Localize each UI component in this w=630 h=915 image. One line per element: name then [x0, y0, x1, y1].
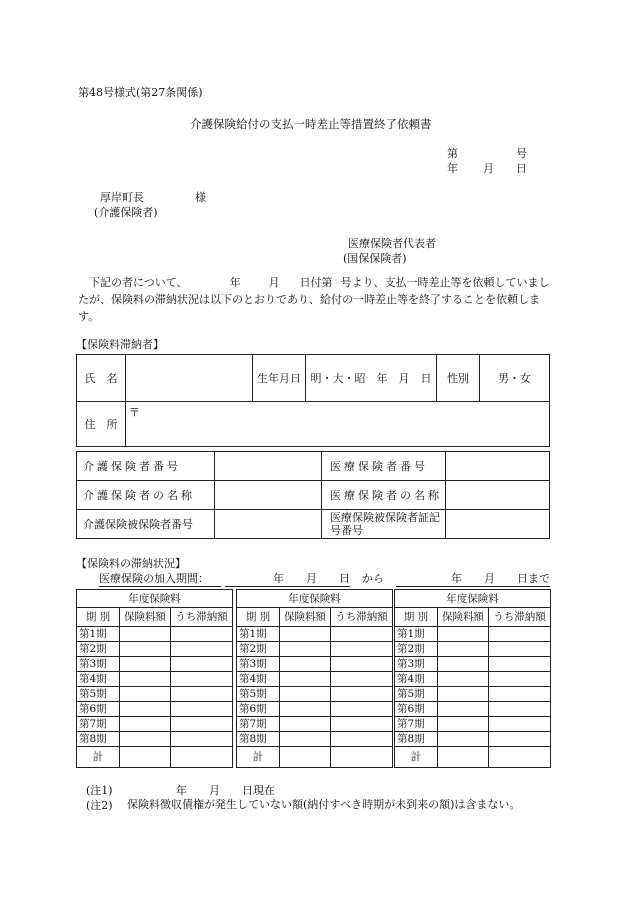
- premium-cell[interactable]: [120, 657, 171, 672]
- premium-cell[interactable]: [280, 732, 331, 747]
- insurer-table: [76, 451, 550, 539]
- addressee-name: 厚岸町長: [100, 191, 144, 204]
- care-insurer-name-value[interactable]: [215, 481, 322, 510]
- arrears-cell[interactable]: [331, 717, 393, 732]
- period-label: 第2期: [77, 642, 120, 657]
- date-year: 年: [447, 162, 458, 175]
- document-title: 介護保険給付の支払一時差止等措置終了依頼書: [190, 117, 432, 131]
- arrears-cell[interactable]: [331, 732, 393, 747]
- intro-month: 月: [268, 276, 280, 289]
- care-insurer-number-label: 介護保険者番号: [77, 452, 215, 481]
- premium-cell[interactable]: [438, 687, 489, 702]
- arrears-cell[interactable]: [489, 627, 551, 642]
- doc-number-prefix: 第: [447, 147, 458, 160]
- period-label: 第4期: [395, 672, 438, 687]
- period-label: 第5期: [395, 687, 438, 702]
- person-table: [76, 354, 550, 447]
- column-header: 保険料額: [438, 608, 489, 627]
- note1-text: 年 月 日現在: [176, 784, 275, 797]
- sex-value[interactable]: 男・女: [480, 355, 550, 402]
- premium-cell[interactable]: [280, 702, 331, 717]
- arrears-cell[interactable]: [171, 687, 233, 702]
- total-arrears-cell[interactable]: [331, 747, 393, 768]
- period-label: 第4期: [77, 672, 120, 687]
- total-premium-cell[interactable]: [438, 747, 489, 768]
- section1-title: 【保険料滞納者】: [76, 338, 164, 351]
- premium-cell[interactable]: [438, 732, 489, 747]
- arrears-cell[interactable]: [489, 642, 551, 657]
- period-label: 第8期: [395, 732, 438, 747]
- medical-insurer-number-label: 医療保険者番号: [322, 452, 446, 481]
- period-label: 第6期: [395, 702, 438, 717]
- fiscal-year-header: 年度保険料: [395, 590, 551, 608]
- period-label: 第6期: [237, 702, 280, 717]
- intro-year: 年: [229, 276, 241, 289]
- medical-insured-number-label: 医療保険被保険者証記号番号: [322, 510, 446, 539]
- arrears-cell[interactable]: [171, 627, 233, 642]
- intro-part3: 号より、支払一時差止等を依頼していましたが、保険料の滞納状況は以下のとおりであり、給付の一時差止等を終了することを依頼します。: [78, 276, 550, 323]
- total-label: 計: [77, 747, 120, 768]
- arrears-cell[interactable]: [171, 732, 233, 747]
- addressee-role: (介護保険者): [94, 206, 158, 219]
- status-table-1: [76, 589, 233, 768]
- total-label: 計: [395, 747, 438, 768]
- arrears-cell[interactable]: [171, 702, 233, 717]
- premium-cell[interactable]: [280, 657, 331, 672]
- period-label: 第8期: [237, 732, 280, 747]
- date-day: 日: [516, 162, 527, 175]
- column-header: 期 別: [237, 608, 280, 627]
- premium-cell[interactable]: [120, 627, 171, 642]
- care-insured-number-value[interactable]: [215, 510, 322, 539]
- postal-mark: 〒: [129, 406, 140, 419]
- arrears-cell[interactable]: [331, 627, 393, 642]
- addressee-honorific: 様: [195, 191, 206, 204]
- arrears-cell[interactable]: [489, 657, 551, 672]
- arrears-cell[interactable]: [331, 672, 393, 687]
- arrears-cell[interactable]: [489, 702, 551, 717]
- column-header: うち滞納額: [489, 608, 551, 627]
- premium-cell[interactable]: [438, 717, 489, 732]
- address-value[interactable]: [126, 402, 550, 447]
- date-month: 月: [483, 162, 494, 175]
- arrears-cell[interactable]: [331, 642, 393, 657]
- note2-label: (注2): [86, 799, 113, 812]
- period-label: 第3期: [77, 657, 120, 672]
- medical-insurer-name-label: 医療保険者の名称: [322, 481, 446, 510]
- total-label: 計: [237, 747, 280, 768]
- note1-label: (注1): [86, 784, 113, 797]
- premium-cell[interactable]: [438, 672, 489, 687]
- care-insurer-number-value[interactable]: [215, 452, 322, 481]
- period-label: 第7期: [395, 717, 438, 732]
- dob-value[interactable]: 明・大・昭 年 月 日: [306, 355, 437, 402]
- care-insurer-name-label: 介護保険者の名称: [77, 481, 215, 510]
- intro-paragraph: [78, 274, 550, 325]
- arrears-cell[interactable]: [331, 702, 393, 717]
- period-label: 第2期: [395, 642, 438, 657]
- period-label: 第3期: [237, 657, 280, 672]
- status-table-3: [394, 589, 551, 768]
- premium-cell[interactable]: [280, 717, 331, 732]
- premium-cell[interactable]: [280, 627, 331, 642]
- fiscal-year-header: 年度保険料: [77, 590, 233, 608]
- arrears-cell[interactable]: [489, 732, 551, 747]
- sender-title: 医療保険者代表者: [348, 237, 436, 250]
- name-value[interactable]: [126, 355, 253, 402]
- intro-part1: 下記の者について、: [89, 276, 188, 289]
- enrollment-label: 医療保険の加入期間：: [99, 570, 221, 587]
- fiscal-year-header: 年度保険料: [237, 590, 393, 608]
- note2-text: 保険料徴収債権が発生していない額(納付すべき時期が未到来の額)は含まない。: [127, 798, 521, 811]
- form-number: 第48号様式(第27条関係): [78, 86, 203, 99]
- dob-label: 生年月日: [253, 355, 306, 402]
- arrears-cell[interactable]: [489, 687, 551, 702]
- column-header: 期 別: [395, 608, 438, 627]
- column-header: うち滞納額: [331, 608, 393, 627]
- premium-cell[interactable]: [438, 627, 489, 642]
- premium-cell[interactable]: [438, 642, 489, 657]
- premium-cell[interactable]: [280, 672, 331, 687]
- premium-cell[interactable]: [120, 672, 171, 687]
- premium-cell[interactable]: [438, 657, 489, 672]
- status-table-2: [236, 589, 393, 768]
- period-label: 第7期: [77, 717, 120, 732]
- arrears-cell[interactable]: [171, 657, 233, 672]
- sender-role: (国保保険者): [343, 252, 407, 265]
- column-header: 保険料額: [120, 608, 171, 627]
- premium-cell[interactable]: [120, 732, 171, 747]
- column-header: 保険料額: [280, 608, 331, 627]
- premium-cell[interactable]: [438, 702, 489, 717]
- enrollment-start[interactable]: 年 月 日: [225, 570, 350, 587]
- address-label: 住 所: [77, 402, 126, 447]
- period-label: 第3期: [395, 657, 438, 672]
- arrears-cell[interactable]: [489, 717, 551, 732]
- arrears-cell[interactable]: [171, 717, 233, 732]
- period-label: 第6期: [77, 702, 120, 717]
- premium-cell[interactable]: [120, 702, 171, 717]
- period-label: 第5期: [77, 687, 120, 702]
- period-label: 第2期: [237, 642, 280, 657]
- period-label: 第7期: [237, 717, 280, 732]
- arrears-cell[interactable]: [171, 642, 233, 657]
- arrears-cell[interactable]: [489, 672, 551, 687]
- enrollment-from: から: [362, 572, 384, 585]
- medical-insured-number-value[interactable]: [446, 510, 550, 539]
- period-label: 第1期: [237, 627, 280, 642]
- care-insured-number-label: 介護保険被保険者番号: [77, 510, 215, 539]
- arrears-cell[interactable]: [331, 657, 393, 672]
- enrollment-end[interactable]: 年 月 日まで: [396, 570, 550, 587]
- arrears-cell[interactable]: [331, 687, 393, 702]
- period-label: 第1期: [77, 627, 120, 642]
- premium-cell[interactable]: [280, 687, 331, 702]
- total-arrears-cell[interactable]: [171, 747, 233, 768]
- premium-cell[interactable]: [120, 687, 171, 702]
- doc-number-suffix: 号: [516, 147, 527, 160]
- name-label: 氏 名: [77, 355, 126, 402]
- column-header: うち滞納額: [171, 608, 233, 627]
- premium-cell[interactable]: [120, 642, 171, 657]
- intro-part2: 日付第: [299, 276, 333, 289]
- arrears-cell[interactable]: [171, 672, 233, 687]
- period-label: 第1期: [395, 627, 438, 642]
- period-label: 第4期: [237, 672, 280, 687]
- total-arrears-cell[interactable]: [489, 747, 551, 768]
- premium-cell[interactable]: [280, 642, 331, 657]
- total-premium-cell[interactable]: [280, 747, 331, 768]
- medical-insurer-name-value[interactable]: [446, 481, 550, 510]
- column-header: 期 別: [77, 608, 120, 627]
- sex-label: 性別: [437, 355, 480, 402]
- period-label: 第8期: [77, 732, 120, 747]
- medical-insurer-number-value[interactable]: [446, 452, 550, 481]
- section2-title: 【保険料の滞納状況】: [76, 557, 186, 570]
- period-label: 第5期: [237, 687, 280, 702]
- total-premium-cell[interactable]: [120, 747, 171, 768]
- premium-cell[interactable]: [120, 717, 171, 732]
